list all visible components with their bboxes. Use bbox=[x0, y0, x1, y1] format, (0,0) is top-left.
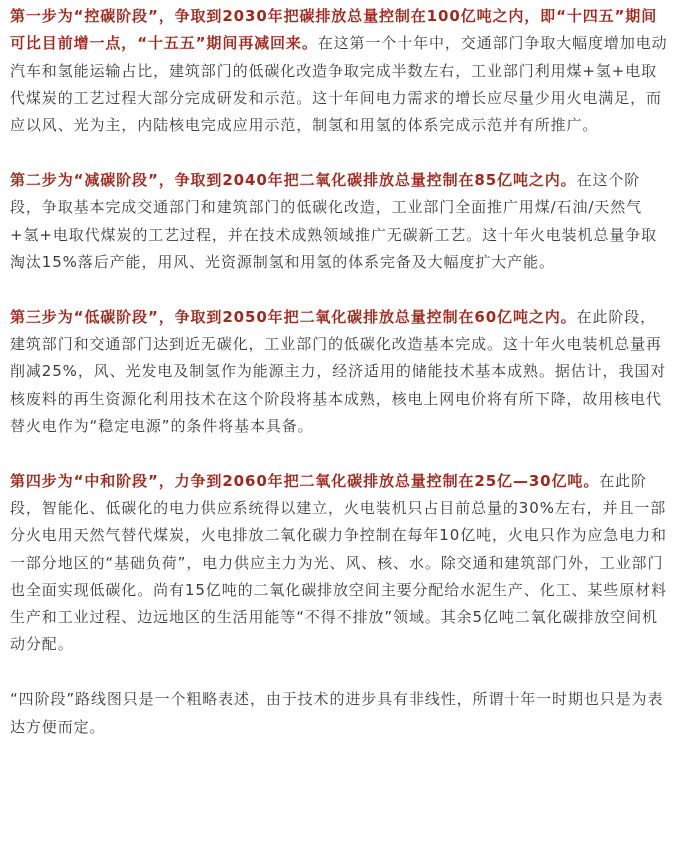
step-2-heading: 第二步为“减碳阶段”，争取到2040年把二氧化碳排放总量控制在85亿吨之内。 bbox=[10, 170, 577, 189]
step-1-body: 在这第一个十年中，交通部门争取大幅度增加电动汽车和氢能运输占比，建筑部门的低碳化改造争取完成半数左右，工业部门利用煤+氢+电取代煤炭的工艺过程大部分完成研发和示范。这十年间电力需求的增长应尽量少用火电满足，而应以风、光为主，内陆核电完成应用示范，制氢和用氢的体系完成示范并有所推广。 bbox=[10, 34, 668, 135]
step-1-heading: 第一步为“控碳阶段”，争取到2030年把碳排放总量控制在100亿吨之内，即“十四五”期间可比目前增一点，“十五五”期间再减回来。 bbox=[10, 7, 658, 53]
paragraph-step-1 bbox=[10, 3, 671, 139]
paragraph-step-2 bbox=[10, 167, 671, 276]
paragraph-step-4 bbox=[10, 468, 671, 659]
step-2-body: 在这个阶段，争取基本完成交通部门和建筑部门的低碳化改造，工业部门全面推广用煤/石油/天然气+氢+电取代煤炭的工艺过程，并在技术成熟领域推广无碳新工艺。这十年火电装机总量争取淘汰15%落后产能，用风、光资源制氢和用氢的体系完备及大幅度扩大产能。 bbox=[10, 170, 658, 271]
paragraph-step-3 bbox=[10, 304, 671, 440]
step-3-body: 在此阶段，建筑部门和交通部门达到近无碳化，工业部门的低碳化改造基本完成。这十年火电装机总量再削减25%，风、光发电及制氢作为能源主力，经济适用的储能技术基本成熟。据估计，我国对核废料的再生资源化利用技术在这个阶段将基本成熟，核电上网电价将有所下降，故用核电代替火电作为“稳定电源”的条件将基本具备。 bbox=[10, 307, 667, 435]
step-3-heading: 第三步为“低碳阶段”，争取到2050年把二氧化碳排放总量控制在60亿吨之内。 bbox=[10, 307, 577, 326]
step-4-body: 在此阶段，智能化、低碳化的电力供应系统得以建立，火电装机只占目前总量的30%左右，并且一部分火电用天然气替代煤炭，火电排放二氧化碳力争控制在每年10亿吨，火电只作为应急电力和一部分地区的“基础负荷”，电力供应主力为光、风、核、水。除交通和建筑部门外，工业部门也全面实现低碳化。尚有15亿吨的二氧化碳排放空间主要分配给水泥生产、化工、某些原材料生产和工业过程、边远地区的生活用能等“不得不排放”领域。其余5亿吨二氧化碳排放空间机动分配。 bbox=[10, 471, 667, 654]
closing-paragraph: “四阶段”路线图只是一个粗略表述，由于技术的进步具有非线性，所谓十年一时期也只是为表达方便而定。 bbox=[10, 690, 664, 736]
step-4-heading: 第四步为“中和阶段”，力争到2060年把二氧化碳排放总量控制在25亿—30亿吨。 bbox=[10, 471, 600, 490]
